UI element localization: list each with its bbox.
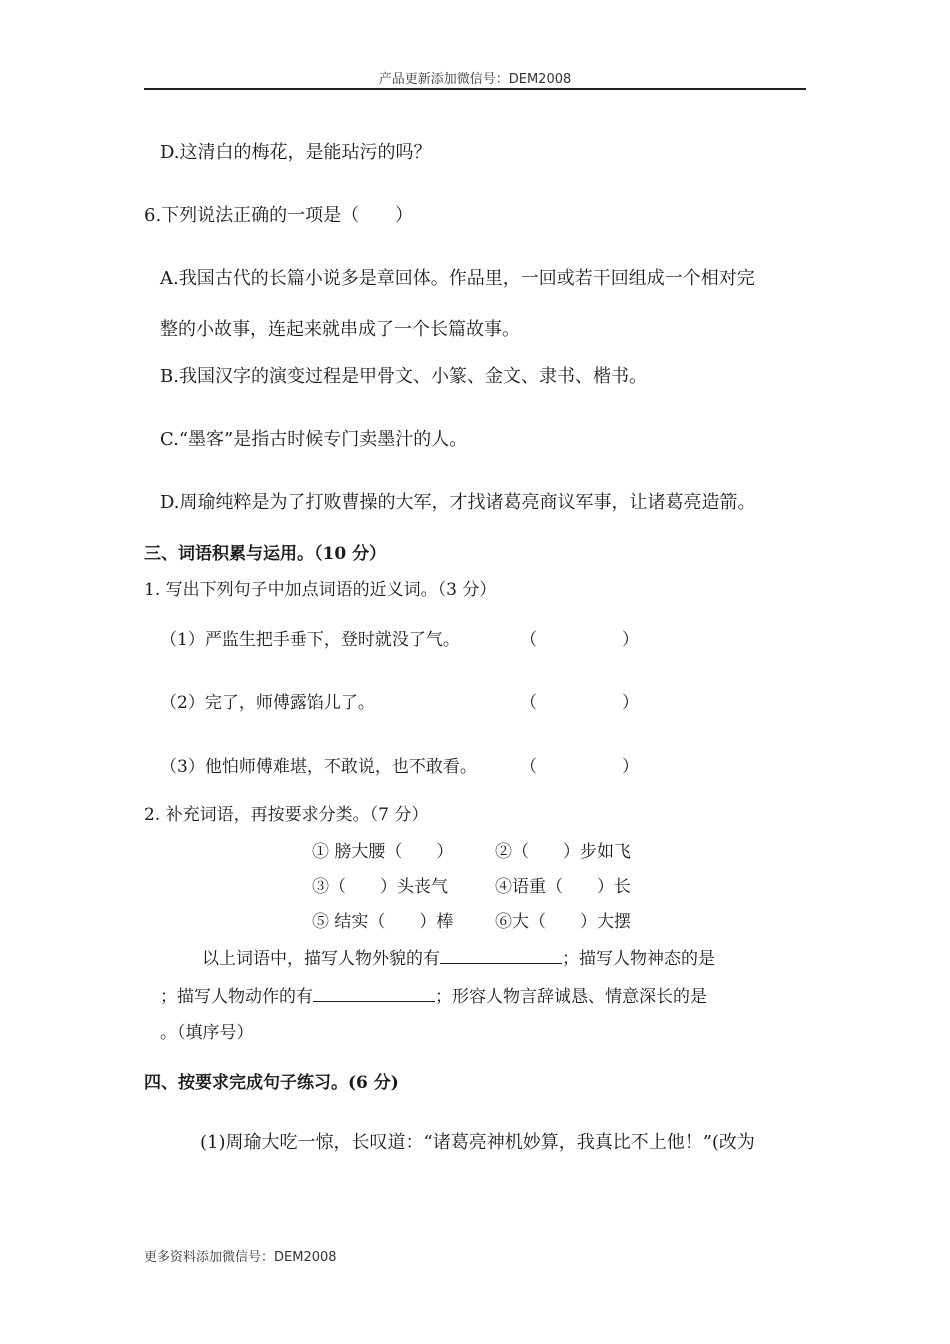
- header-divider: [144, 88, 806, 90]
- q6-option-a-line2: 整的小故事，连起来就串成了一个长篇故事。: [160, 319, 520, 340]
- page-footer: 更多资料添加微信号：DEM2008: [144, 1250, 337, 1265]
- section3-q1-answer-2: （ ）: [520, 693, 639, 713]
- q2-task-part2: ；描写人物神态的是: [562, 949, 715, 969]
- q2-blank-action[interactable]: [313, 983, 435, 1002]
- page-header: 产品更新添加微信号：DEM2008: [378, 72, 572, 87]
- q6-option-a-line1: A.我国古代的长篇小说多是章回体。作品里，一回或若干回组成一个相对完: [160, 268, 755, 289]
- q6-option-c: C.“墨客”是指古时候专门卖墨汁的人。: [160, 429, 468, 450]
- q2-word-1: ① 膀大腰（ ）: [312, 842, 454, 862]
- q2-task-line3: 。（填序号）: [160, 1023, 254, 1043]
- section3-q1-answer-3: （ ）: [520, 757, 639, 777]
- q2-word-3: ③（ ）头丧气: [312, 877, 448, 897]
- q2-blank-appearance[interactable]: [440, 945, 562, 964]
- section3-q1-stem: 1. 写出下列句子中加点词语的近义词。（3 分）: [144, 580, 497, 600]
- section4-q1: (1)周瑜大吃一惊，长叹道：“诸葛亮神机妙算，我真比不上他！”(改为: [200, 1132, 755, 1153]
- section4-title: 四、按要求完成句子练习。(6 分): [144, 1073, 399, 1093]
- q2-task-part4: ；形容人物言辞诚恳、情意深长的是: [435, 987, 707, 1007]
- q2-word-6: ⑥大（ ）大摆: [495, 912, 631, 932]
- q6-option-b: B.我国汉字的演变过程是甲骨文、小篆、金文、隶书、楷书。: [160, 366, 647, 387]
- section3-q1-item-3: （3）他怕师傅难堪，不敢说，也不敢看。: [160, 757, 477, 777]
- q5-option-d: D.这清白的梅花，是能玷污的吗？: [160, 142, 432, 163]
- q2-task-line2: [160, 982, 707, 1007]
- section3-q1-item-1: （1）严监生把手垂下，登时就没了气。: [160, 630, 460, 650]
- section3-q1-item-2: （2）完了，师傅露馅儿了。: [160, 693, 375, 713]
- q2-task-part1: 以上词语中，描写人物外貌的有: [202, 949, 440, 969]
- q2-task-part3: ；描写人物动作的有: [160, 987, 313, 1007]
- section3-title: 三、词语积累与运用。（10 分）: [144, 544, 387, 564]
- q2-word-2: ②（ ）步如飞: [495, 842, 631, 862]
- q2-word-4: ④语重（ ）长: [495, 877, 631, 897]
- section3-q1-answer-1: （ ）: [520, 630, 639, 650]
- q6-option-d: D.周瑜纯粹是为了打败曹操的大军，才找诸葛亮商议军事，让诸葛亮造箭。: [160, 492, 756, 513]
- q2-task-line1: [202, 944, 715, 969]
- q2-word-5: ⑤ 结实（ ）棒: [312, 912, 454, 932]
- section3-q2-stem: 2. 补充词语，再按要求分类。（7 分）: [144, 805, 429, 825]
- q6-stem: 6.下列说法正确的一项是（ ）: [144, 205, 414, 226]
